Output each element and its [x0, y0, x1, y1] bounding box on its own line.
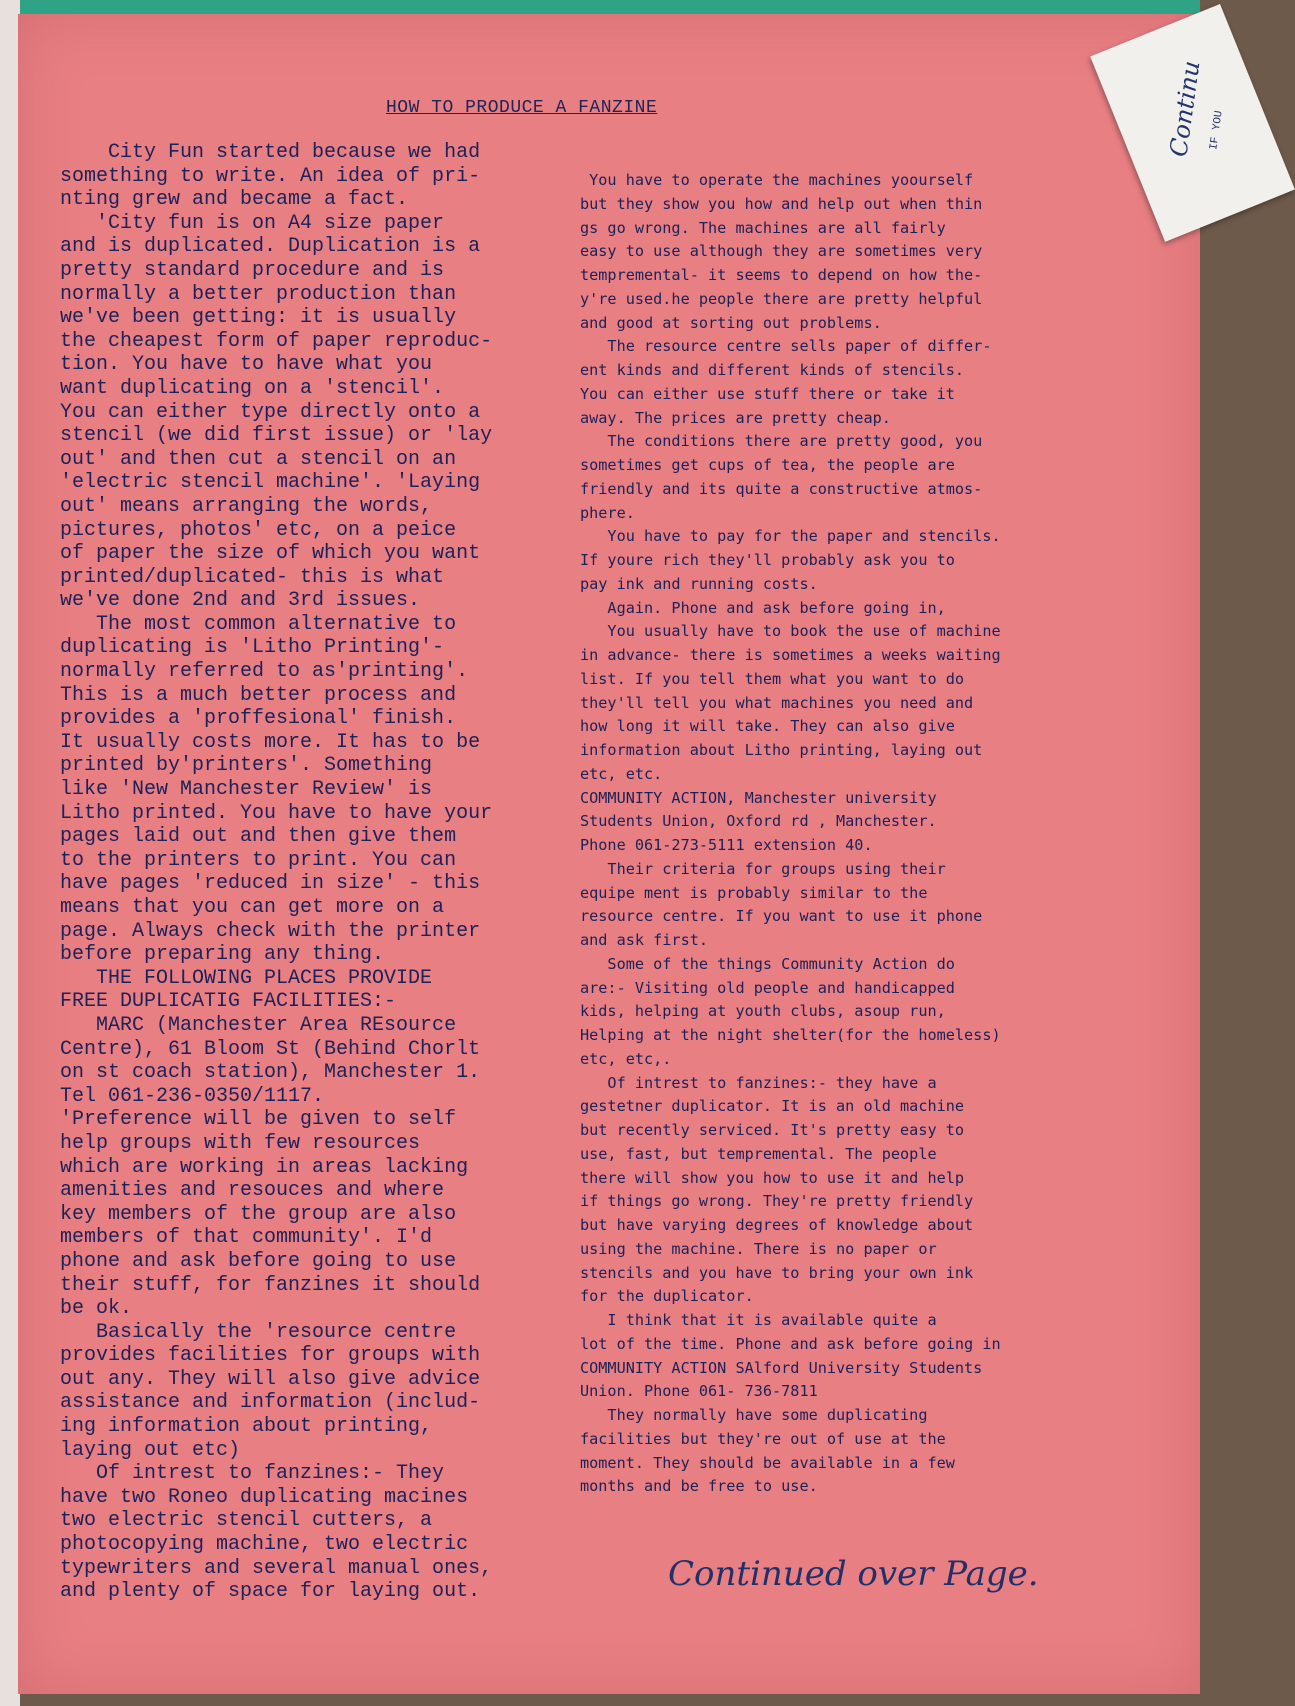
text-line: pay ink and running costs. — [580, 574, 818, 593]
text-line: gestetner duplicator. It is an old machine — [580, 1097, 965, 1116]
text-line: and ask first. — [580, 931, 709, 949]
text-line: y're used.he people there are pretty helpful — [580, 289, 983, 308]
text-line: Centre), 61 Bloom St (Behind Chorlt — [60, 1037, 481, 1061]
text-line: typewriters and several manual ones, — [60, 1556, 493, 1580]
text-line: They normally have some duplicating — [580, 1406, 928, 1424]
text-line: printed/duplicated- this is what — [60, 565, 445, 589]
text-line: 'electric stencil machine'. 'Laying — [60, 471, 481, 495]
text-line: facilities but they're out of use at the — [580, 1429, 946, 1448]
text-line: Union. Phone 061- 736-7811 — [580, 1382, 818, 1401]
text-line: key members of the group are also — [60, 1202, 457, 1226]
text-line: stencil (we did first issue) or 'lay — [60, 424, 493, 448]
text-line: and is duplicated. Duplication is a — [60, 235, 481, 259]
text-line: like 'New Manchester Review' is — [60, 778, 433, 802]
left-column — [60, 141, 492, 1604]
text-line: This is a much better process and — [60, 683, 457, 707]
text-line: gs go wrong. The machines are all fairly — [580, 218, 946, 237]
text-line: sometimes get cups of tea, the people are — [580, 456, 955, 474]
text-line: if things go wrong. They're pretty friendly — [580, 1192, 974, 1211]
text-line: out' means arranging the words, — [60, 494, 433, 518]
text-line: help groups with few resources — [60, 1131, 421, 1155]
text-line: The most common alternative to — [60, 612, 457, 636]
text-line: we've done 2nd and 3rd issues. — [60, 589, 421, 613]
text-line: phere. — [580, 503, 635, 522]
text-line: etc, etc. — [580, 764, 663, 783]
text-line: there will show you how to use it and help — [580, 1168, 965, 1187]
attached-note-subtext: IF YOU — [1208, 109, 1226, 151]
text-line: I think that it is available quite a — [580, 1311, 937, 1329]
text-line: we've been getting: it is usually — [60, 306, 457, 330]
text-line: for the duplicator. — [580, 1287, 754, 1306]
text-line: how long it will take. They can also give — [580, 717, 955, 736]
attached-note-text: Continu — [1164, 59, 1206, 159]
text-line: Litho printed. You have to have your — [60, 801, 493, 825]
text-line: two electric stencil cutters, a — [60, 1509, 433, 1533]
text-line: and plenty of space for laying out. — [60, 1580, 481, 1604]
text-line: but they show you how and help out when thin — [580, 194, 983, 213]
text-line: Phone 061-273-5111 extension 40. — [580, 836, 873, 854]
text-line: The conditions there are pretty good, you — [580, 432, 983, 451]
text-line: resource centre. If you want to use it phone — [580, 907, 983, 926]
text-line: FREE DUPLICATIG FACILITIES:- — [60, 990, 397, 1014]
page-title: HOW TO PRODUCE A FANZINE — [386, 98, 658, 118]
text-line: nting grew and became a fact. — [60, 188, 409, 212]
text-line: If youre rich they'll probably ask you to — [580, 551, 955, 569]
text-line: laying out etc) — [60, 1438, 241, 1462]
text-line: Their criteria for groups using their — [580, 859, 946, 878]
text-line: they'll tell you what machines you need and — [580, 693, 974, 712]
text-line: You usually have to book the use of machine — [580, 622, 1001, 641]
text-line: page. Always check with the printer — [60, 919, 481, 943]
text-line: duplicating is 'Litho Printing'- — [60, 636, 445, 660]
text-line: on st coach station), Manchester 1. — [60, 1061, 481, 1085]
text-line: but have varying degrees of knowledge about — [580, 1216, 974, 1234]
text-line: means that you can get more on a — [60, 896, 445, 919]
background-strip-left — [0, 0, 20, 1706]
text-line: ent kinds and different kinds of stencils. — [580, 361, 965, 379]
text-line: lot of the time. Phone and ask before going in — [580, 1334, 1001, 1353]
attached-note-tab — [1090, 4, 1295, 242]
text-line: photocopying machine, two electric — [60, 1533, 469, 1557]
text-line: members of that community'. I'd — [60, 1226, 433, 1250]
text-line: in advance- there is sometimes a weeks waiting — [580, 646, 1001, 664]
text-line: amenities and resouces and where — [60, 1179, 445, 1203]
handwritten-note: Continued over Page. — [668, 1554, 1039, 1594]
text-line: out' and then cut a stencil on an — [60, 447, 457, 471]
text-line: provides a 'proffesional' finish. — [60, 707, 457, 731]
text-line: out any. They will also give advice — [60, 1367, 481, 1391]
text-line: You have to pay for the paper and stencils. — [580, 527, 1001, 546]
text-line: months and be free to use. — [580, 1477, 818, 1496]
text-line: pretty standard procedure and is — [60, 258, 445, 282]
text-line: of paper the size of which you want — [60, 542, 481, 566]
text-line: be ok. — [60, 1297, 133, 1321]
fanzine-page — [18, 14, 1226, 1694]
text-line: pages laid out and then give them — [60, 825, 457, 849]
text-line: Basically the 'resource centre — [60, 1320, 457, 1344]
text-line: Of intrest to fanzines:- they have a — [580, 1073, 937, 1092]
text-line: pictures, photos' etc, on a peice — [60, 518, 457, 542]
text-line: You have to operate the machines yoourself — [580, 171, 974, 189]
text-line: using the machine. There is no paper or — [580, 1239, 937, 1258]
text-line: Again. Phone and ask before going in, — [580, 598, 946, 617]
text-line: The resource centre sells paper of differ- — [580, 337, 992, 356]
text-line: tion. You have to have what you — [60, 353, 433, 377]
text-line: which are working in areas lacking — [60, 1155, 469, 1179]
text-line: kids, helping at youth clubs, asoup run, — [580, 1002, 946, 1021]
text-line: before preparing any thing. — [60, 943, 385, 967]
text-line: information about Litho printing, laying out — [580, 741, 983, 759]
text-line: provides facilities for groups with — [60, 1344, 481, 1368]
text-line: their stuff, for fanzines it should — [60, 1273, 481, 1297]
text-line: have two Roneo duplicating macines — [60, 1485, 469, 1509]
text-line: away. The prices are pretty cheap. — [580, 408, 891, 427]
text-line: but recently serviced. It's pretty easy to — [580, 1121, 965, 1139]
text-line: Helping at the night shelter(for the homeless) — [580, 1026, 1001, 1044]
text-line: You can either use stuff there or take it — [580, 384, 955, 403]
text-line: normally a better production than — [60, 282, 457, 306]
text-line: friendly and its quite a constructive atmos- — [580, 479, 983, 498]
text-line: Students Union, Oxford rd , Manchester. — [580, 812, 937, 831]
text-line: 'City fun is on A4 size paper — [60, 211, 445, 235]
text-line: something to write. An idea of pri- — [60, 164, 481, 188]
text-line: stencils and you have to bring your own ink — [580, 1263, 974, 1282]
text-line: City Fun started because we had — [60, 141, 481, 164]
text-line: COMMUNITY ACTION, Manchester university — [580, 788, 937, 807]
text-line: 'Preference will be given to self — [60, 1108, 457, 1132]
text-line: list. If you tell them what you want to do — [580, 669, 965, 688]
right-column — [580, 169, 1001, 1499]
text-line: COMMUNITY ACTION SAlford University Students — [580, 1358, 983, 1377]
text-line: MARC (Manchester Area REsource — [60, 1013, 457, 1037]
text-line: phone and ask before going to use — [60, 1249, 457, 1273]
text-line: easy to use although they are sometimes very — [580, 242, 983, 261]
text-line: tempremental- it seems to depend on how the- — [580, 266, 983, 284]
text-line: You can either type directly onto a — [60, 400, 481, 424]
text-line: the cheapest form of paper reproduc- — [60, 329, 493, 353]
text-line: and good at sorting out problems. — [580, 313, 882, 332]
text-line: want duplicating on a 'stencil'. — [60, 376, 445, 400]
text-line: etc, etc,. — [580, 1049, 672, 1068]
text-line: Of intrest to fanzines:- They — [60, 1462, 445, 1486]
text-line: Some of the things Community Action do — [580, 954, 955, 973]
text-line: It usually costs more. It has to be — [60, 730, 481, 754]
text-line: moment. They should be available in a few — [580, 1453, 955, 1472]
text-line: normally referred to as'printing'. — [60, 660, 469, 684]
text-line: printed by'printers'. Something — [60, 754, 433, 778]
text-line: are:- Visiting old people and handicapped — [580, 978, 955, 997]
text-line: equipe ment is probably similar to the — [580, 883, 928, 902]
text-line: ing information about printing, — [60, 1415, 433, 1439]
text-line: have pages 'reduced in size' - this — [60, 872, 481, 896]
text-line: to the printers to print. You can — [60, 848, 457, 872]
text-line: assistance and information (includ- — [60, 1391, 481, 1415]
text-line: THE FOLLOWING PLACES PROVIDE — [60, 966, 433, 990]
text-line: use, fast, but tempremental. The people — [580, 1144, 937, 1163]
text-line: Tel 061-236-0350/1117. — [60, 1084, 325, 1108]
